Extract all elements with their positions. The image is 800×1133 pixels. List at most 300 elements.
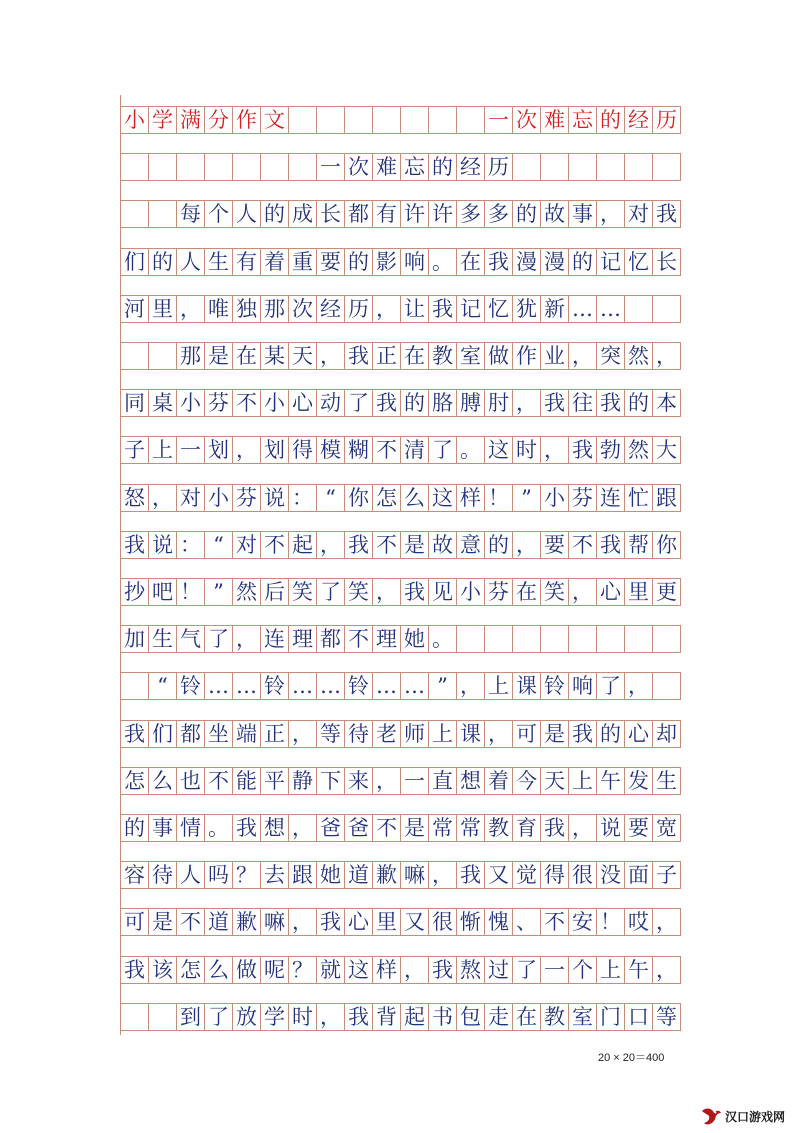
grid-cell: 漫	[541, 249, 569, 275]
grid-cell: …	[569, 296, 597, 322]
grid-cell: 情	[177, 815, 205, 841]
grid-cell: 小	[261, 390, 289, 416]
essay-text-row	[121, 625, 681, 653]
grid-cell: 静	[289, 768, 317, 794]
grid-cell: 正	[373, 343, 401, 369]
grid-cell	[401, 107, 429, 133]
grid-cell: 生	[653, 768, 681, 794]
grid-cell: 要	[541, 532, 569, 558]
grid-count-label: 20 × 20＝400	[598, 1052, 665, 1064]
grid-cell: 背	[373, 1004, 401, 1030]
essay-text-row	[121, 248, 681, 276]
grid-cell: 怎	[373, 485, 401, 511]
grid-cell: 一	[177, 437, 205, 463]
grid-cell: 笑	[345, 579, 373, 605]
grid-cell: ，	[233, 626, 261, 652]
grid-cell: 我	[429, 957, 457, 983]
grid-cell: 我	[233, 815, 261, 841]
grid-cell: 一	[485, 107, 513, 133]
grid-cell: 老	[373, 721, 401, 747]
grid-cell: …	[233, 673, 261, 699]
grid-cell: 说	[149, 532, 177, 558]
grid-cell: …	[597, 296, 625, 322]
grid-cell: 可	[513, 721, 541, 747]
grid-cell: 等	[653, 1004, 681, 1030]
grid-cell: ，	[653, 343, 681, 369]
grid-cell: 跟	[653, 485, 681, 511]
grid-cell: 铃	[345, 673, 373, 699]
grid-cell: 气	[177, 626, 205, 652]
grid-cell: 人	[177, 862, 205, 888]
grid-cell	[149, 343, 177, 369]
grid-cell: ，	[569, 579, 597, 605]
grid-cell: 室	[457, 343, 485, 369]
grid-cell: 的	[513, 201, 541, 227]
grid-cell: 帮	[625, 532, 653, 558]
grid-cell: 成	[289, 201, 317, 227]
grid-cell: 难	[373, 154, 401, 180]
grid-cell: 我	[541, 815, 569, 841]
grid-cell: 多	[457, 201, 485, 227]
grid-cell: 。	[457, 437, 485, 463]
grid-cell	[289, 107, 317, 133]
grid-cell	[569, 626, 597, 652]
grid-cell: 。	[429, 249, 457, 275]
grid-cell: 直	[429, 768, 457, 794]
grid-cell: 满	[177, 107, 205, 133]
grid-cell: 却	[653, 721, 681, 747]
grid-cell	[261, 154, 289, 180]
grid-cell: 连	[597, 485, 625, 511]
grid-cell: 时	[513, 437, 541, 463]
grid-cell: 铃	[541, 673, 569, 699]
grid-cell: 忙	[625, 485, 653, 511]
grid-cell: 响	[401, 249, 429, 275]
grid-cell	[429, 107, 457, 133]
grid-cell: 在	[457, 249, 485, 275]
grid-cell: 我	[429, 296, 457, 322]
grid-cell	[149, 201, 177, 227]
grid-cell: 学	[149, 107, 177, 133]
grid-cell: 可	[121, 909, 149, 935]
grid-cell: 。	[429, 626, 457, 652]
grid-cell: 一	[401, 768, 429, 794]
grid-cell: 让	[401, 296, 429, 322]
grid-cell	[653, 673, 681, 699]
grid-cell: 个	[569, 957, 597, 983]
grid-cell: 放	[233, 1004, 261, 1030]
grid-cell: 新	[541, 296, 569, 322]
grid-cell: 是	[401, 532, 429, 558]
grid-cell: 不	[345, 626, 373, 652]
grid-cell: …	[401, 673, 429, 699]
grid-cell: 经	[317, 296, 345, 322]
grid-cell: 清	[401, 437, 429, 463]
grid-cell: 怒	[121, 485, 149, 511]
grid-cell: 样	[457, 485, 485, 511]
grid-cell: ，	[317, 1004, 345, 1030]
grid-cell: ，	[317, 343, 345, 369]
grid-cell: 心	[625, 721, 653, 747]
grid-cell: 我	[569, 721, 597, 747]
grid-cell	[121, 154, 149, 180]
grid-cell: 该	[149, 957, 177, 983]
grid-cell: 的	[401, 390, 429, 416]
grid-cell: 不	[177, 909, 205, 935]
grid-cell: 更	[653, 579, 681, 605]
grid-cell: 了	[345, 390, 373, 416]
grid-cell: 坐	[205, 721, 233, 747]
grid-cell: 歉	[373, 862, 401, 888]
grid-cell: 的	[569, 249, 597, 275]
grid-cell: 子	[121, 437, 149, 463]
grid-cell: 午	[625, 957, 653, 983]
grid-cell: 平	[261, 768, 289, 794]
grid-cell: 小	[121, 107, 149, 133]
grid-cell: 次	[513, 107, 541, 133]
grid-cell: 吧	[149, 579, 177, 605]
grid-cell	[541, 154, 569, 180]
grid-cell: ，	[289, 721, 317, 747]
grid-cell: 都	[345, 201, 373, 227]
grid-cell: ，	[233, 437, 261, 463]
grid-cell: 在	[401, 343, 429, 369]
grid-cell: 芬	[205, 390, 233, 416]
grid-cell: 说	[261, 485, 289, 511]
grid-cell: 次	[289, 296, 317, 322]
grid-cell: 午	[597, 768, 625, 794]
grid-cell: 门	[597, 1004, 625, 1030]
grid-cell	[149, 154, 177, 180]
grid-cell: 的	[597, 721, 625, 747]
grid-cell: 唯	[205, 296, 233, 322]
grid-cell: 、	[513, 909, 541, 935]
grid-cell: ，	[541, 437, 569, 463]
grid-cell: 口	[625, 1004, 653, 1030]
grid-cell: 想	[261, 815, 289, 841]
grid-cell: ？	[289, 957, 317, 983]
essay-text-row	[121, 389, 681, 417]
grid-cell: 容	[121, 862, 149, 888]
grid-cell: 了	[317, 579, 345, 605]
grid-cell: ，	[373, 579, 401, 605]
grid-cell: 心	[289, 390, 317, 416]
grid-cell	[205, 154, 233, 180]
grid-cell: 的	[485, 532, 513, 558]
grid-cell: 起	[289, 532, 317, 558]
grid-cell: 铃	[261, 673, 289, 699]
grid-cell	[541, 626, 569, 652]
grid-cell	[485, 626, 513, 652]
grid-cell: 事	[569, 201, 597, 227]
grid-cell: 怎	[121, 768, 149, 794]
grid-cell: 肘	[485, 390, 513, 416]
grid-cell: 不	[205, 768, 233, 794]
grid-cell: ：	[177, 532, 205, 558]
grid-cell: 上	[597, 957, 625, 983]
bird-logo-icon	[700, 1105, 722, 1127]
grid-cell: 往	[569, 390, 597, 416]
grid-cell: 很	[429, 909, 457, 935]
grid-cell: 见	[429, 579, 457, 605]
grid-cell: 独	[233, 296, 261, 322]
grid-cell: 大	[653, 437, 681, 463]
grid-cell: ，	[485, 721, 513, 747]
grid-cell: 面	[625, 862, 653, 888]
essay-text-row	[121, 908, 681, 936]
essay-text-row	[121, 956, 681, 984]
grid-cell: 跟	[289, 862, 317, 888]
grid-cell: ，	[177, 296, 205, 322]
grid-cell: 么	[205, 957, 233, 983]
grid-cell: 没	[597, 862, 625, 888]
grid-cell: 划	[205, 437, 233, 463]
grid-cell: 道	[205, 909, 233, 935]
grid-cell: 惭	[457, 909, 485, 935]
grid-cell: 心	[345, 909, 373, 935]
grid-cell	[457, 626, 485, 652]
grid-cell: 那	[177, 343, 205, 369]
grid-cell: 业	[541, 343, 569, 369]
grid-cell: 人	[177, 249, 205, 275]
grid-cell: 勃	[597, 437, 625, 463]
grid-cell: 觉	[513, 862, 541, 888]
grid-cell: 影	[373, 249, 401, 275]
grid-cell: 笑	[289, 579, 317, 605]
grid-cell: 小	[457, 579, 485, 605]
grid-cell: 我	[569, 437, 597, 463]
grid-cell: 芬	[233, 485, 261, 511]
grid-cell: 你	[345, 485, 373, 511]
grid-cell	[457, 107, 485, 133]
grid-cell: 忆	[625, 249, 653, 275]
essay-text-row	[121, 720, 681, 748]
grid-cell: 又	[401, 909, 429, 935]
grid-cell: “	[149, 673, 177, 699]
grid-cell: ：	[289, 485, 317, 511]
grid-cell: ！	[485, 485, 513, 511]
grid-cell: ，	[625, 673, 653, 699]
grid-cell	[653, 296, 681, 322]
grid-cell	[121, 673, 149, 699]
grid-cell: 想	[457, 768, 485, 794]
grid-cell: 然	[625, 437, 653, 463]
grid-cell: 上	[485, 673, 513, 699]
grid-cell: 做	[485, 343, 513, 369]
grid-cell: 故	[429, 532, 457, 558]
essay-text-row	[121, 200, 681, 228]
grid-cell: 爸	[317, 815, 345, 841]
grid-cell: ！	[177, 579, 205, 605]
grid-cell: 忘	[569, 107, 597, 133]
grid-cell: 歉	[233, 909, 261, 935]
grid-cell: 我	[597, 532, 625, 558]
grid-cell: 许	[401, 201, 429, 227]
grid-cell: 笑	[541, 579, 569, 605]
grid-cell: 不	[373, 815, 401, 841]
grid-cell: 的	[597, 107, 625, 133]
grid-cell: 我	[317, 909, 345, 935]
grid-cell: 芬	[569, 485, 597, 511]
grid-cell: 芬	[485, 579, 513, 605]
grid-cell: 小	[205, 485, 233, 511]
grid-cell: 我	[401, 579, 429, 605]
grid-cell: ，	[289, 909, 317, 935]
grid-cell: 分	[205, 107, 233, 133]
grid-cell: 人	[233, 201, 261, 227]
grid-cell: 动	[317, 390, 345, 416]
grid-cell: 愧	[485, 909, 513, 935]
grid-cell: 道	[345, 862, 373, 888]
grid-cell: 膊	[457, 390, 485, 416]
grid-cell: ，	[513, 532, 541, 558]
essay-text-row	[121, 436, 681, 464]
essay-title-row	[121, 153, 681, 181]
grid-cell: 划	[261, 437, 289, 463]
grid-cell: 多	[485, 201, 513, 227]
grid-cell: 是	[205, 343, 233, 369]
grid-cell: ，	[653, 957, 681, 983]
grid-cell: 理	[289, 626, 317, 652]
grid-cell: 故	[541, 201, 569, 227]
grid-cell: 不	[373, 437, 401, 463]
grid-cell: 了	[429, 437, 457, 463]
grid-cell: 呢	[261, 957, 289, 983]
grid-cell: 了	[513, 957, 541, 983]
grid-cell: 育	[513, 815, 541, 841]
grid-cell: 我	[373, 390, 401, 416]
grid-cell: 很	[569, 862, 597, 888]
grid-cell: 文	[261, 107, 289, 133]
grid-cell: 里	[625, 579, 653, 605]
grid-cell: 教	[429, 343, 457, 369]
grid-cell: 室	[569, 1004, 597, 1030]
grid-cell	[149, 1004, 177, 1030]
grid-cell: …	[317, 673, 345, 699]
grid-cell	[121, 201, 149, 227]
grid-cell: 都	[177, 721, 205, 747]
grid-cell: 我	[121, 957, 149, 983]
grid-cell: ，	[149, 485, 177, 511]
grid-cell	[597, 626, 625, 652]
grid-cell: 生	[205, 249, 233, 275]
grid-cell: ，	[457, 673, 485, 699]
grid-cell: 端	[233, 721, 261, 747]
grid-cell: 响	[569, 673, 597, 699]
grid-cell	[121, 1004, 149, 1030]
grid-cell	[289, 154, 317, 180]
grid-cell: 到	[177, 1004, 205, 1030]
grid-cell: 说	[597, 815, 625, 841]
grid-cell: 学	[261, 1004, 289, 1030]
grid-cell: 作	[233, 107, 261, 133]
essay-grid-paper	[120, 95, 681, 1035]
grid-cell: 常	[457, 815, 485, 841]
grid-cell: 不	[261, 532, 289, 558]
grid-cell: 上	[569, 768, 597, 794]
grid-cell: 胳	[429, 390, 457, 416]
grid-cell: 漫	[513, 249, 541, 275]
grid-cell: 某	[261, 343, 289, 369]
grid-cell: 待	[149, 862, 177, 888]
grid-cell: 的	[625, 390, 653, 416]
grid-cell: 了	[205, 1004, 233, 1030]
grid-cell: ，	[289, 815, 317, 841]
grid-cell: 教	[541, 1004, 569, 1030]
grid-cell: 包	[457, 1004, 485, 1030]
grid-cell: 子	[653, 862, 681, 888]
grid-cell: 经	[625, 107, 653, 133]
grid-cell: 师	[401, 721, 429, 747]
grid-cell: 的	[149, 249, 177, 275]
grid-cell	[317, 107, 345, 133]
grid-cell: 次	[345, 154, 373, 180]
grid-cell: 长	[653, 249, 681, 275]
grid-cell: ”	[429, 673, 457, 699]
grid-cell: 河	[121, 296, 149, 322]
grid-cell: 里	[149, 296, 177, 322]
essay-text-row	[121, 484, 681, 512]
grid-cell: ，	[401, 957, 429, 983]
essay-text-row	[121, 342, 681, 370]
grid-cell	[569, 154, 597, 180]
grid-cell: 我	[345, 1004, 373, 1030]
grid-cell: ，	[373, 768, 401, 794]
grid-cell: 里	[373, 909, 401, 935]
grid-cell: 在	[513, 1004, 541, 1030]
grid-cell: 意	[457, 532, 485, 558]
grid-cell: 也	[177, 768, 205, 794]
grid-cell: 上	[429, 721, 457, 747]
grid-cell: 突	[597, 343, 625, 369]
grid-cell: 事	[149, 815, 177, 841]
grid-cell: 记	[597, 249, 625, 275]
grid-cell: 犹	[513, 296, 541, 322]
grid-cell: ”	[205, 579, 233, 605]
grid-cell: 忆	[485, 296, 513, 322]
grid-cell: 不	[233, 390, 261, 416]
grid-cell: 了	[597, 673, 625, 699]
grid-cell: 熬	[457, 957, 485, 983]
grid-cell: 要	[625, 815, 653, 841]
grid-cell: 又	[485, 862, 513, 888]
grid-cell: 然	[233, 579, 261, 605]
grid-cell: ，	[317, 532, 345, 558]
grid-cell: 走	[485, 1004, 513, 1030]
grid-cell: 她	[401, 626, 429, 652]
grid-cell: 这	[485, 437, 513, 463]
grid-cell: 就	[317, 957, 345, 983]
grid-cell: ，	[429, 862, 457, 888]
grid-cell: 那	[261, 296, 289, 322]
grid-cell: 。	[205, 815, 233, 841]
grid-cell: 小	[541, 485, 569, 511]
grid-cell: 是	[401, 815, 429, 841]
grid-cell: “	[317, 485, 345, 511]
essay-text-row	[121, 767, 681, 795]
grid-cell: 书	[429, 1004, 457, 1030]
grid-cell: 我	[597, 390, 625, 416]
grid-cell: ，	[569, 343, 597, 369]
grid-cell: 历	[485, 154, 513, 180]
grid-cell	[597, 154, 625, 180]
site-logo[interactable]	[700, 1103, 796, 1129]
grid-cell: 课	[513, 673, 541, 699]
grid-cell: 的	[121, 815, 149, 841]
grid-cell	[513, 626, 541, 652]
grid-cell: 长	[317, 201, 345, 227]
essay-text-row	[121, 1003, 681, 1031]
